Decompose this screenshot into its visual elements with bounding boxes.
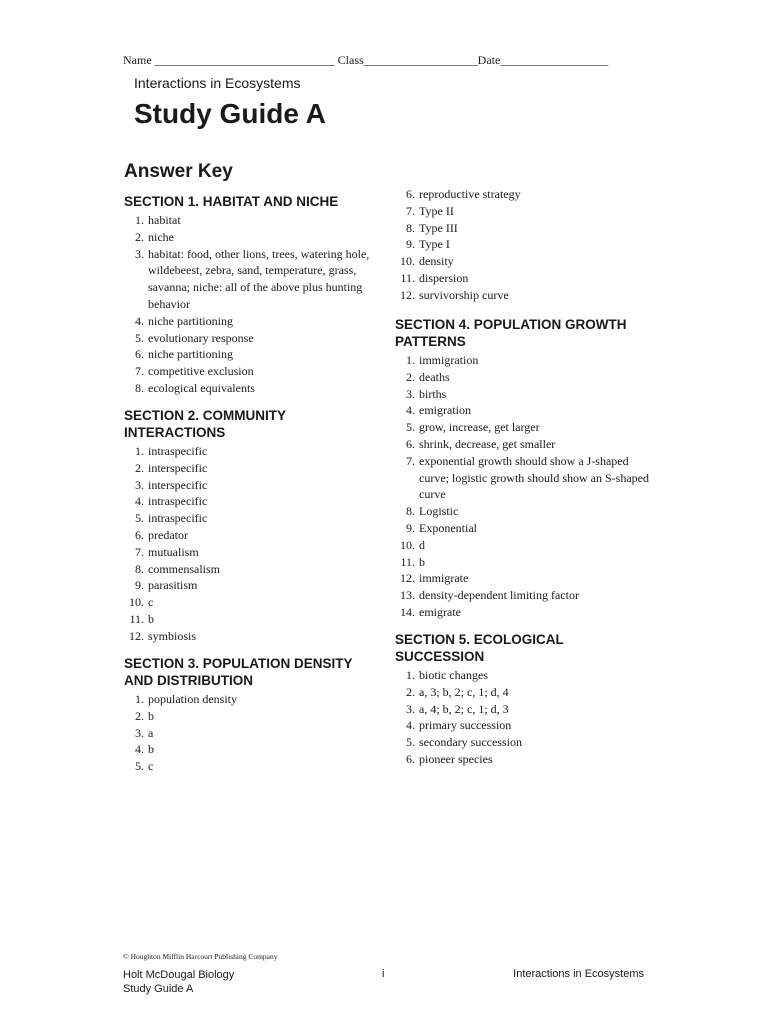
name-blank: ______________________________ bbox=[154, 53, 335, 67]
answer-number: 9. bbox=[406, 520, 415, 535]
answer-number: 1. bbox=[406, 353, 415, 367]
answer-key-title: Answer Key bbox=[124, 161, 233, 182]
answer-text: immigration bbox=[419, 353, 479, 367]
answer-number: 5. bbox=[135, 330, 144, 345]
answer-number: 3. bbox=[135, 246, 144, 261]
section-heading-line: SECTION 1. HABITAT AND NICHE bbox=[124, 194, 339, 209]
class-blank: ___________________ bbox=[363, 53, 478, 67]
section-heading-line: SECTION 2. COMMUNITY bbox=[124, 408, 287, 423]
answer-number: 5. bbox=[135, 759, 144, 774]
answer-number: 12. bbox=[129, 628, 144, 643]
answer-text: grow, increase, get larger bbox=[419, 420, 540, 435]
answer-item bbox=[395, 717, 650, 734]
answer-item bbox=[395, 402, 650, 419]
section-heading bbox=[124, 655, 374, 689]
section-population-growth-patterns bbox=[395, 316, 650, 621]
footer-guide-title: Study Guide A bbox=[123, 983, 194, 995]
footer-book-title: Holt McDougal Biology bbox=[123, 969, 235, 981]
section-heading-line: SECTION 3. POPULATION DENSITY bbox=[124, 656, 353, 671]
answer-item bbox=[124, 725, 374, 742]
answer-list bbox=[395, 186, 650, 304]
answer-list bbox=[124, 443, 374, 645]
answer-item bbox=[124, 212, 374, 229]
answer-text: niche bbox=[148, 229, 174, 244]
answer-text: intraspecific bbox=[148, 494, 208, 509]
answer-item bbox=[395, 734, 650, 751]
section-population-density bbox=[124, 655, 374, 775]
answer-number: 1. bbox=[135, 444, 144, 458]
answer-text: survivorship curve bbox=[419, 287, 509, 302]
answer-item bbox=[124, 758, 374, 775]
answer-item bbox=[395, 570, 650, 587]
answer-number: 1. bbox=[135, 692, 144, 706]
answer-text: ecological equivalents bbox=[148, 380, 255, 395]
answer-text: b bbox=[419, 554, 425, 569]
answer-number: 2. bbox=[135, 708, 144, 723]
answer-text: emigration bbox=[419, 403, 471, 418]
answer-number: 12. bbox=[400, 287, 415, 302]
answer-text: births bbox=[419, 386, 447, 401]
answer-number: 2. bbox=[406, 369, 415, 384]
answer-number: 7. bbox=[135, 364, 144, 379]
answer-item bbox=[124, 611, 374, 628]
copyright: © Houghton Mifflin Harcourt Publishing Company bbox=[123, 952, 278, 961]
answer-item bbox=[395, 253, 650, 270]
answer-text: Type III bbox=[419, 220, 458, 235]
answer-text: symbiosis bbox=[148, 628, 197, 643]
answer-text: mutualism bbox=[148, 544, 199, 559]
answer-number: 12. bbox=[400, 571, 415, 586]
answer-number: 5. bbox=[406, 420, 415, 435]
answer-number: 10. bbox=[400, 537, 415, 552]
page-number: i bbox=[382, 968, 385, 980]
answer-item bbox=[395, 587, 650, 604]
section-ecological-succession bbox=[395, 631, 650, 768]
answer-item bbox=[395, 386, 650, 403]
answer-text: Exponential bbox=[419, 520, 477, 535]
answer-number: 14. bbox=[400, 604, 415, 619]
answer-text: pioneer species bbox=[419, 751, 493, 766]
answer-number: 3. bbox=[135, 477, 144, 492]
answer-list bbox=[395, 352, 650, 621]
answer-item bbox=[124, 477, 374, 494]
section-heading-line: SECTION 4. POPULATION GROWTH bbox=[395, 317, 627, 332]
answer-item bbox=[124, 246, 374, 313]
answer-number: 4. bbox=[135, 742, 144, 757]
name-class-date-line bbox=[123, 53, 643, 68]
answer-text: habitat: food, other lions, trees, watering hole, wildebeest, zebra, sand, temperature, grass, savanna; niche: all of the above plus hunting behavior bbox=[148, 246, 370, 311]
answer-text: b bbox=[148, 611, 154, 626]
answer-item bbox=[395, 369, 650, 386]
answer-text: intraspecific bbox=[148, 511, 208, 526]
answer-number: 2. bbox=[406, 684, 415, 699]
answer-list bbox=[124, 691, 374, 775]
answer-number: 6. bbox=[406, 187, 415, 201]
answer-item bbox=[395, 453, 650, 503]
answer-text: competitive exclusion bbox=[148, 364, 254, 379]
answer-number: 10. bbox=[129, 595, 144, 610]
answer-text: parasitism bbox=[148, 578, 198, 593]
answer-item bbox=[395, 186, 650, 203]
answer-item bbox=[124, 363, 374, 380]
answer-number: 8. bbox=[406, 504, 415, 519]
answer-number: 4. bbox=[135, 494, 144, 509]
answer-item bbox=[395, 537, 650, 554]
answer-text: emigrate bbox=[419, 604, 461, 619]
answer-text: Type I bbox=[419, 237, 450, 252]
section-community-interactions bbox=[124, 407, 374, 645]
answer-item bbox=[124, 561, 374, 578]
answer-text: niche partitioning bbox=[148, 313, 233, 328]
footer-book bbox=[123, 968, 234, 996]
answer-number: 2. bbox=[135, 229, 144, 244]
answer-number: 3. bbox=[406, 386, 415, 401]
answer-item bbox=[395, 236, 650, 253]
answer-number: 6. bbox=[135, 527, 144, 542]
answer-number: 5. bbox=[406, 735, 415, 750]
answer-text: immigrate bbox=[419, 571, 469, 586]
answer-item bbox=[124, 443, 374, 460]
answer-number: 7. bbox=[406, 203, 415, 218]
answer-text: shrink, decrease, get smaller bbox=[419, 436, 556, 451]
answer-text: intraspecific bbox=[148, 444, 208, 458]
answer-text: biotic changes bbox=[419, 668, 488, 682]
answer-text: Type II bbox=[419, 203, 454, 218]
answer-number: 9. bbox=[406, 237, 415, 252]
answer-number: 1. bbox=[406, 668, 415, 682]
section-heading-line: INTERACTIONS bbox=[124, 425, 226, 440]
answer-number: 4. bbox=[406, 718, 415, 733]
answer-number: 11. bbox=[400, 554, 415, 569]
answer-item bbox=[124, 346, 374, 363]
answer-text: reproductive strategy bbox=[419, 187, 521, 201]
answer-text: interspecific bbox=[148, 477, 208, 492]
answer-list bbox=[395, 667, 650, 768]
answer-text: exponential growth should show a J-shaped curve; logistic growth should show an S-shaped curve bbox=[419, 453, 649, 502]
answer-item bbox=[124, 313, 374, 330]
answer-text: a, 3; b, 2; c, 1; d, 4 bbox=[419, 684, 509, 699]
answer-item bbox=[395, 203, 650, 220]
section-heading-line: SUCCESSION bbox=[395, 649, 485, 664]
answer-number: 11. bbox=[129, 611, 144, 626]
answer-text: dispersion bbox=[419, 270, 469, 285]
answer-number: 4. bbox=[406, 403, 415, 418]
section-heading bbox=[124, 407, 374, 441]
answer-number: 6. bbox=[406, 751, 415, 766]
answer-item bbox=[124, 628, 374, 645]
answer-number: 2. bbox=[135, 460, 144, 475]
answer-item bbox=[395, 220, 650, 237]
answer-item bbox=[124, 510, 374, 527]
answer-list bbox=[124, 212, 374, 397]
section-heading-line: SECTION 5. ECOLOGICAL bbox=[395, 632, 564, 647]
section-habitat-and-niche bbox=[124, 193, 374, 397]
answer-item bbox=[124, 493, 374, 510]
answer-number: 6. bbox=[406, 436, 415, 451]
answer-number: 3. bbox=[406, 701, 415, 716]
answer-item bbox=[124, 544, 374, 561]
answer-item bbox=[124, 577, 374, 594]
chapter-title: Interactions in Ecosystems bbox=[134, 75, 301, 91]
guide-title: Study Guide A bbox=[134, 98, 326, 129]
answer-text: density-dependent limiting factor bbox=[419, 588, 579, 603]
answer-item bbox=[395, 436, 650, 453]
section-heading bbox=[395, 316, 650, 350]
answer-item bbox=[395, 419, 650, 436]
answer-text: b bbox=[148, 742, 154, 757]
answer-text: b bbox=[148, 708, 154, 723]
answer-text: primary succession bbox=[419, 718, 512, 733]
answer-text: niche partitioning bbox=[148, 347, 233, 362]
name-label: Name bbox=[123, 53, 152, 67]
answer-text: predator bbox=[148, 527, 188, 542]
answer-item bbox=[395, 604, 650, 621]
answer-text: density bbox=[419, 254, 454, 269]
class-label: Class bbox=[337, 53, 364, 67]
answer-item bbox=[395, 520, 650, 537]
section-heading-line: AND DISTRIBUTION bbox=[124, 673, 253, 688]
answer-text: Logistic bbox=[419, 504, 459, 519]
answer-text: population density bbox=[148, 692, 237, 706]
answer-number: 7. bbox=[135, 544, 144, 559]
answer-number: 9. bbox=[135, 578, 144, 593]
answer-number: 11. bbox=[400, 270, 415, 285]
answer-item bbox=[395, 684, 650, 701]
answer-text: secondary succession bbox=[419, 735, 522, 750]
answer-text: deaths bbox=[419, 369, 450, 384]
footer-chapter: Interactions in Ecosystems bbox=[513, 968, 644, 980]
date-blank: __________________ bbox=[500, 53, 609, 67]
answer-number: 3. bbox=[135, 725, 144, 740]
answer-number: 5. bbox=[135, 511, 144, 526]
answer-item bbox=[124, 691, 374, 708]
answer-item bbox=[124, 708, 374, 725]
answer-item bbox=[395, 554, 650, 571]
answer-number: 6. bbox=[135, 347, 144, 362]
answer-text: habitat bbox=[148, 213, 181, 227]
answer-number: 7. bbox=[406, 453, 415, 468]
answer-number: 8. bbox=[135, 561, 144, 576]
answer-text: interspecific bbox=[148, 460, 208, 475]
section-heading bbox=[124, 193, 374, 210]
answer-item bbox=[395, 270, 650, 287]
answer-item bbox=[124, 380, 374, 397]
answer-item bbox=[124, 741, 374, 758]
answer-text: a, 4; b, 2; c, 1; d, 3 bbox=[419, 701, 509, 716]
answer-text: c bbox=[148, 759, 154, 774]
answer-item bbox=[124, 330, 374, 347]
answer-item bbox=[124, 460, 374, 477]
date-label: Date bbox=[477, 53, 501, 67]
answer-text: a bbox=[148, 725, 154, 740]
answer-item bbox=[395, 667, 650, 684]
answer-item bbox=[395, 701, 650, 718]
answer-item bbox=[395, 352, 650, 369]
section-heading-line: PATTERNS bbox=[395, 334, 466, 349]
answer-text: evolutionary response bbox=[148, 330, 254, 345]
answer-item bbox=[124, 527, 374, 544]
answer-number: 13. bbox=[400, 588, 415, 603]
answer-number: 8. bbox=[406, 220, 415, 235]
section-heading bbox=[395, 631, 650, 665]
answer-number: 1. bbox=[135, 213, 144, 227]
answer-item bbox=[395, 287, 650, 304]
answer-item bbox=[124, 594, 374, 611]
answer-number: 4. bbox=[135, 313, 144, 328]
answer-number: 10. bbox=[400, 254, 415, 269]
answer-text: c bbox=[148, 595, 154, 610]
answer-text: commensalism bbox=[148, 561, 220, 576]
answer-number: 8. bbox=[135, 380, 144, 395]
answer-text: d bbox=[419, 537, 425, 552]
section-population-density-continued bbox=[395, 186, 650, 304]
answer-item bbox=[124, 229, 374, 246]
answer-item bbox=[395, 503, 650, 520]
answer-item bbox=[395, 751, 650, 768]
